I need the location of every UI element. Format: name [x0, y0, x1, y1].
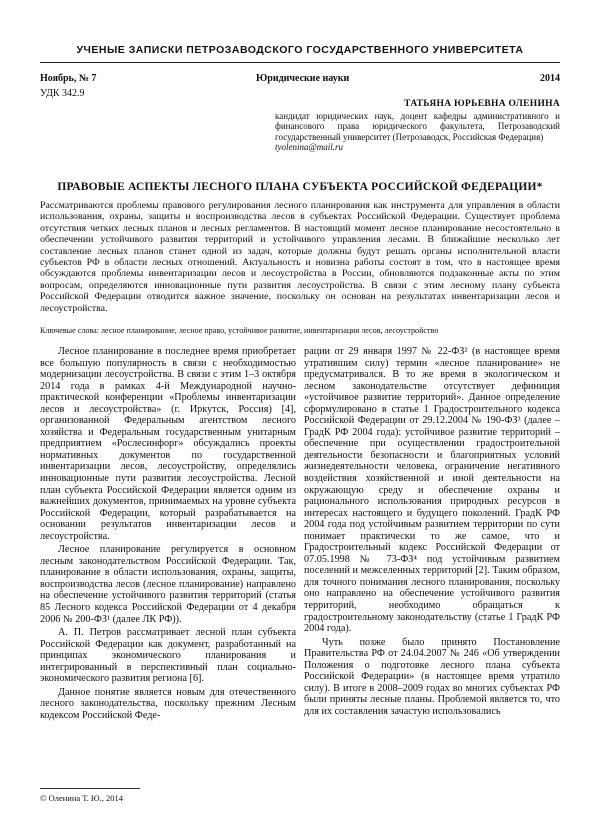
- body-column-left: [40, 346, 296, 722]
- body-paragraph: Лесное планирование в последнее время приобретает все большую популярность в связи с необходимостью модернизации лесоустройства. В связи с этим 1–3 октября 2014 года в рамках 4-й Международной научно-практической конференции «Проблемы инвентаризации лесов и лесоустройства» (г. Иркутск, Россия) [4], организованной Федеральным агентством лесного хозяйства и Федеральным государственным унитарным предприятием «Рослесинфорг» обсуждались проекты нормативных документов по государственной инвентаризации лесов, лесоустройству, определялись инновационные пути развития лесоустройства. Лесной план субъекта Российской Федерации является одним из важнейших документов, принимаемых на уровне субъекта Российской Федерации, который разрабатывается на основании результатов инвентаризации лесов и лесоустройства.: [40, 346, 296, 542]
- article-title: ПРАВОВЫЕ АСПЕКТЫ ЛЕСНОГО ПЛАНА СУБЪЕКТА РОССИЙСКОЙ ФЕДЕРАЦИИ*: [57, 181, 543, 193]
- issue-meta-row: [40, 73, 560, 87]
- body-paragraph: Данное понятие является новым для отечественного лесного законодательства, поскольку прежним Лесным кодексом Российской Феде-: [40, 686, 296, 721]
- keywords-list: лесное планирование, лесное право, устойчивое развитие, инвентаризация лесов, лесоустройство: [100, 326, 439, 335]
- body-column-right: [304, 346, 560, 718]
- body-paragraph: А. П. Петров рассматривает лесной план субъекта Российской Федерации как документ, разработанный на принципах экономического планирования и интегрированный в перспективный план социально-экономического развития региона [6].: [40, 627, 296, 685]
- author-email[interactable]: tyolenina@mail.ru: [275, 142, 344, 152]
- keywords-label: Ключевые слова:: [40, 326, 99, 335]
- issue-year: 2014: [540, 73, 560, 84]
- body-paragraph: Чуть позже было принято Постановление Правительства РФ от 24.04.2007 № 246 «Об утверждении Положения о подготовке лесного плана субъекта Российской Федерации» (в настоящее время утратило силу). В итоге в 2008–2009 годах во многих субъектах РФ были приняты лесные планы. Проблемой является то, что для их составления зачастую использовались: [304, 636, 560, 717]
- body-paragraph: рации от 29 января 1997 № 22-ФЗ² (в настоящее время утратившим силу) термин «лесное планирование» не предусматривался. В то же время в экологическом и лесном законодательстве отсутствует дефиниция «устойчивое развитие территорий». Данное определение сформулировано в статье 1 Градостроительного кодекса Российской Федерации от 29.12.2004 № 190-ФЗ³ (далее – ГрадК РФ 2004 года): устойчивое развитие территорий – обеспечение при осуществлении градостроительной деятельности безопасности и благоприятных условий жизнедеятельности человека, ограничение негативного воздействия хозяйственной и иной деятельности на окружающую среду и обеспечение охраны и рационального использования природных ресурсов в интересах настоящего и будущего поколений. ГрадК РФ 2004 года под устойчивым развитием территории по сути понимает практически то же самое, что и Градостроительный кодекс Российской Федерации от 07.05.1998 № 73-ФЗ⁴ под устойчивым развитием поселений и межселенных территорий [2]. Таким образом, для точного понимания лесного планирования, поскольку оно направлено на обеспечение устойчивого развития территорий, необходимо обращаться к градостроительному законодательству (статье 1 ГрадК РФ 2004 года).: [304, 346, 560, 635]
- issue-number: Ноябрь, № 7: [40, 73, 97, 84]
- author-affiliation: [275, 111, 560, 153]
- journal-title: УЧЕНЫЕ ЗАПИСКИ ПЕТРОЗАВОДСКОГО ГОСУДАРСТВЕННОГО УНИВЕРСИТЕТА: [76, 44, 524, 56]
- header-divider: [40, 62, 560, 63]
- journal-section: Юридические науки: [256, 73, 350, 84]
- footnote-divider: [40, 788, 140, 789]
- copyright-notice: © Оленина Т. Ю., 2014: [40, 793, 123, 803]
- udk-code: УДК 342.9: [40, 88, 85, 99]
- author-affiliation-text: кандидат юридических наук, доцент кафедры административного и финансового права юридического факультета, Петрозаводский государственный университет (Петрозаводск, Российская Федерация): [275, 110, 560, 142]
- body-paragraph: Лесное планирование регулируется в основном лесным законодательством Российской Федерации. Так, планирование в области использования, охраны, защиты, воспроизводства лесов (лесное планирование) направлено на обеспечение устойчивого развития территорий (статья 85 Лесного кодекса Российской Федерации от 4 декабря 2006 № 200-ФЗ¹ (далее ЛК РФ)).: [40, 544, 296, 625]
- author-name: ТАТЬЯНА ЮРЬЕВНА ОЛЕНИНА: [404, 99, 560, 109]
- keywords-line: [40, 326, 560, 336]
- author-block: [275, 99, 560, 153]
- article-abstract: Рассматриваются проблемы правового регулирования лесного планирования как инструмента для управления в области использования, охраны, защиты и воспроизводства лесов в субъектах Российской Федерации. Существует проблема отсутствия четких лесных планов и лесных регламентов. В настоящий момент лесное планирование несостоятельно в обеспечении устойчивого развития территорий и устойчивого управления лесами. В ближайшие несколько лет составление лесных планов станет одной из задач, которые должны будут решать органы исполнительной власти субъектов РФ в области лесных отношений. Актуальность и новизна работы состоят в том, что в настоящее время обсуждаются проблемы инвентаризации лесов и лесоустройства в России, обновляются подзаконные акты по этим вопросам, определяются инновационные пути развития лесоустройства. В связи с этим лесному плану субъекта Российской Федерации отводится важное значение, поскольку он основан на результатах инвентаризации лесов и лесоустройства.: [40, 200, 560, 314]
